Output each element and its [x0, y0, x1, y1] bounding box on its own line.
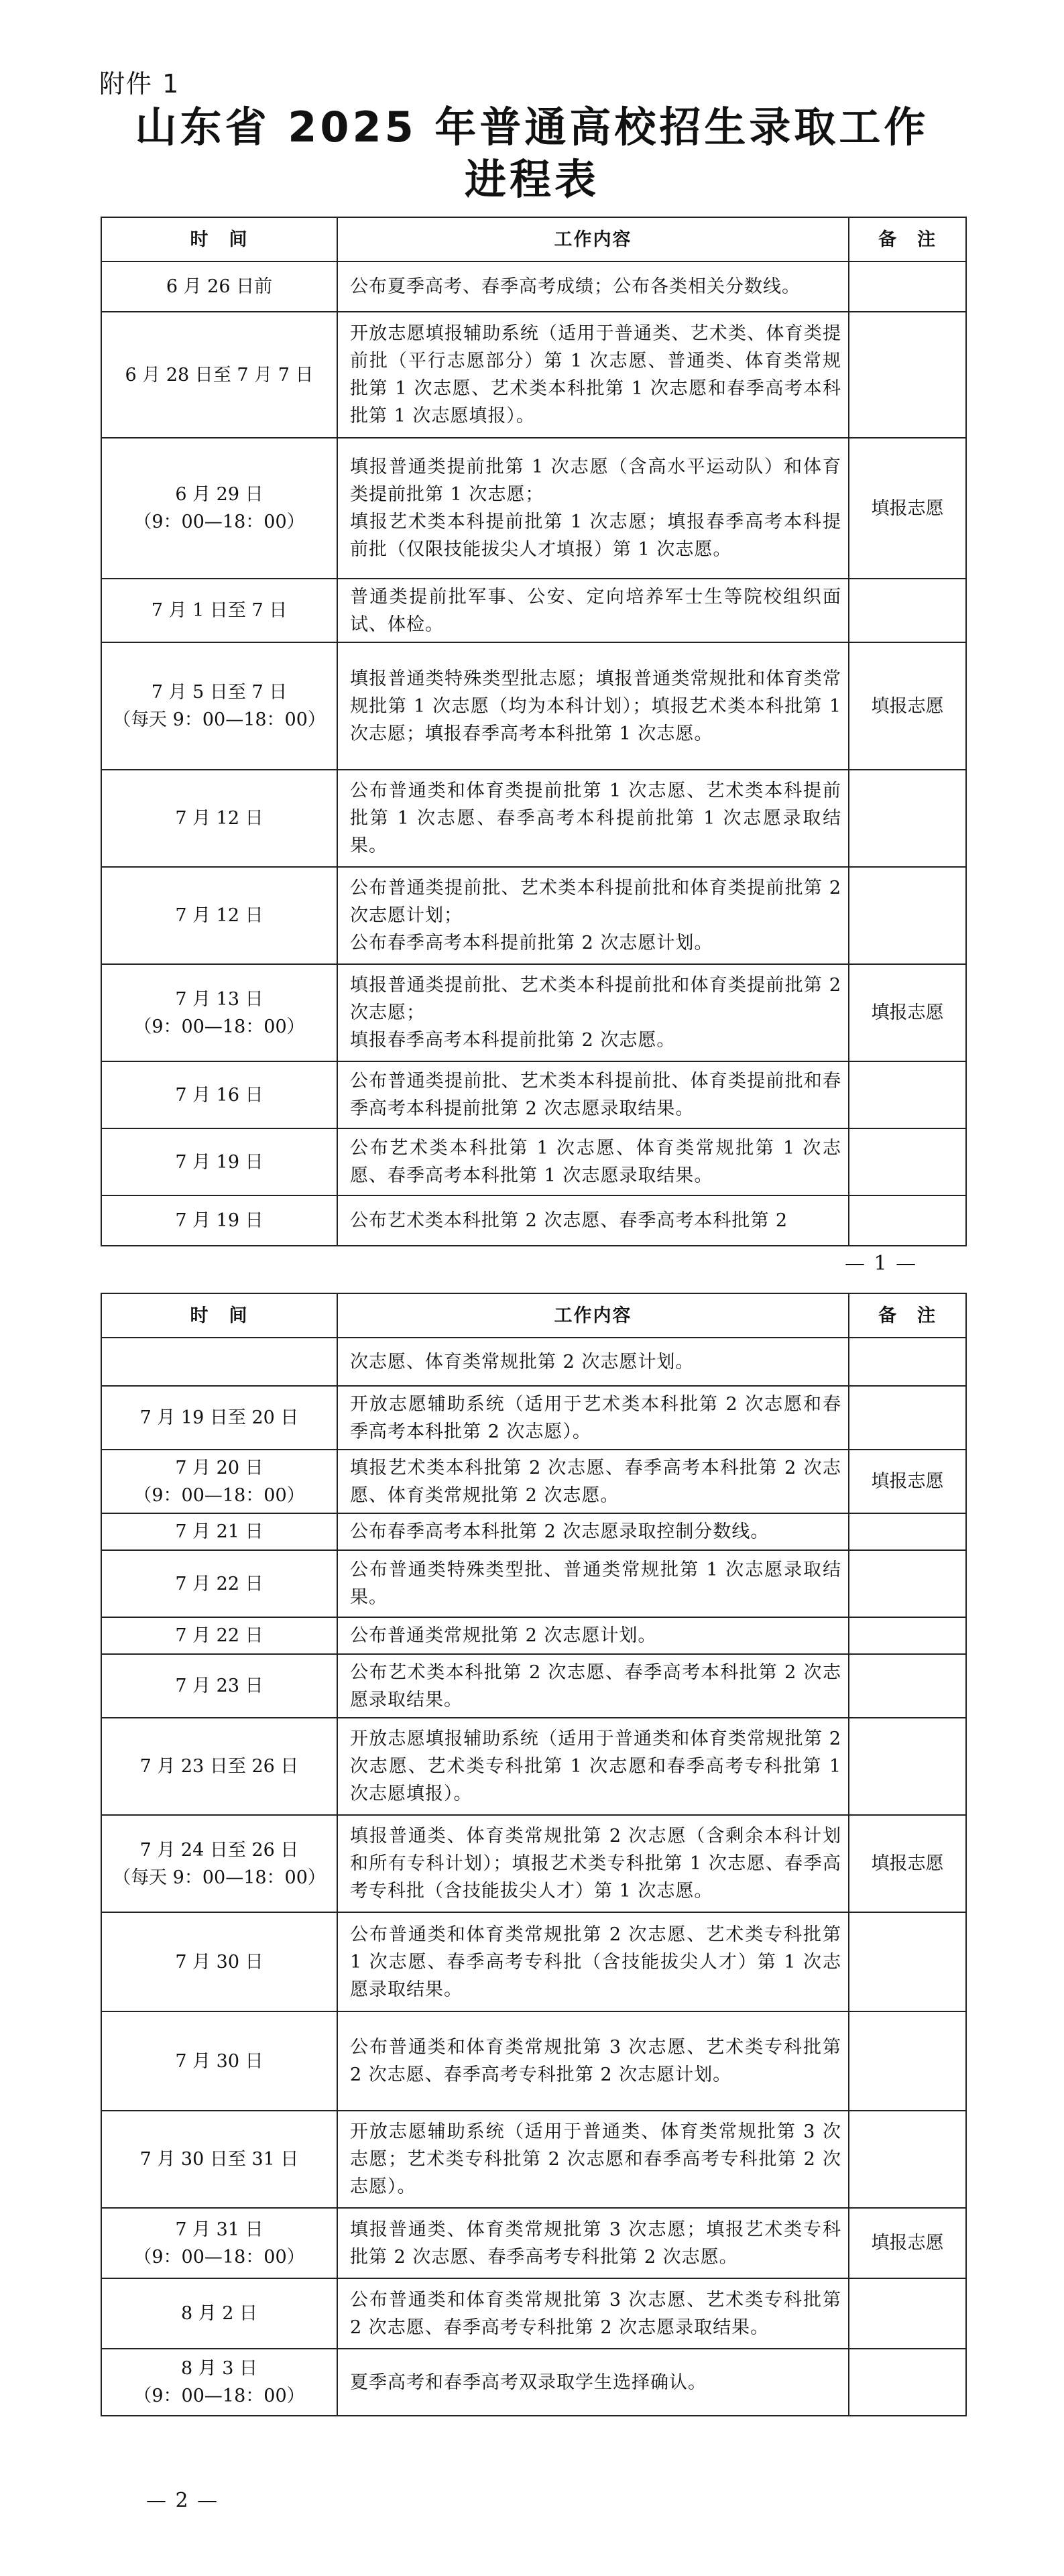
table-row — [101, 438, 966, 579]
row-note: 填报志愿 — [849, 438, 966, 579]
row-note — [849, 1195, 966, 1246]
table-row — [101, 1617, 966, 1654]
row-note — [849, 1513, 966, 1550]
row-time: 7 月 13 日 （9：00—18：00） — [101, 964, 337, 1061]
row-time: 7 月 22 日 — [101, 1617, 337, 1654]
table-row — [101, 2278, 966, 2349]
row-content: 公布艺术类本科批第 2 次志愿、春季高考本科批第 2 次志愿录取结果。 — [337, 1654, 849, 1718]
table-row — [101, 1450, 966, 1513]
row-content: 开放志愿辅助系统（适用于艺术类本科批第 2 次志愿和春季高考本科批第 2 次志愿）。 — [337, 1386, 849, 1450]
table-row — [101, 2349, 966, 2416]
row-content: 公布春季高考本科批第 2 次志愿录取控制分数线。 — [337, 1513, 849, 1550]
row-content: 填报普通类、体育类常规批第 2 次志愿（含剩余本科计划和所有专科计划）；填报艺术类专科批第 1 次志愿、春季高考专科批（含技能拔尖人才）第 1 次志愿。 — [337, 1815, 849, 1912]
row-content: 公布艺术类本科批第 2 次志愿、春季高考本科批第 2 — [337, 1195, 849, 1246]
table-row — [101, 1386, 966, 1450]
row-content: 次志愿、体育类常规批第 2 次志愿计划。 — [337, 1338, 849, 1386]
row-content: 普通类提前批军事、公安、定向培养军士生等院校组织面试、体检。 — [337, 579, 849, 642]
header-content: 工作内容 — [337, 217, 849, 261]
row-note — [849, 1654, 966, 1718]
row-note — [849, 867, 966, 964]
row-note — [849, 2349, 966, 2416]
row-note: 填报志愿 — [849, 1450, 966, 1513]
row-note — [849, 770, 966, 867]
row-note — [849, 312, 966, 438]
table-row — [101, 770, 966, 867]
row-content: 填报普通类提前批第 1 次志愿（含高水平运动队）和体育类提前批第 1 次志愿； 填报艺术类本科提前批第 1 次志愿；填报春季高考本科提前批（仅限技能拔尖人才填报）第 1 次志愿。 — [337, 438, 849, 579]
row-content: 公布普通类和体育类常规批第 3 次志愿、艺术类专科批第 2 次志愿、春季高考专科批第 2 次志愿计划。 — [337, 2011, 849, 2111]
row-note — [849, 1386, 966, 1450]
row-note: 填报志愿 — [849, 1815, 966, 1912]
row-content: 公布普通类提前批、艺术类本科提前批和体育类提前批第 2 次志愿计划； 公布春季高考本科提前批第 2 次志愿计划。 — [337, 867, 849, 964]
table-row — [101, 579, 966, 642]
row-content: 公布艺术类本科批第 1 次志愿、体育类常规批第 1 次志愿、春季高考本科批第 1 次志愿录取结果。 — [337, 1128, 849, 1195]
row-time: 8 月 3 日 （9：00—18：00） — [101, 2349, 337, 2416]
header-time: 时 间 — [101, 1293, 337, 1338]
row-time: 7 月 19 日 — [101, 1128, 337, 1195]
table-row — [101, 261, 966, 312]
row-content: 公布普通类常规批第 2 次志愿计划。 — [337, 1617, 849, 1654]
row-content: 公布普通类和体育类常规批第 3 次志愿、艺术类专科批第 2 次志愿、春季高考专科批第 2 次志愿录取结果。 — [337, 2278, 849, 2349]
row-content: 夏季高考和春季高考双录取学生选择确认。 — [337, 2349, 849, 2416]
table-row — [101, 1338, 966, 1386]
row-note — [849, 2011, 966, 2111]
table-row — [101, 1513, 966, 1550]
row-note — [849, 1718, 966, 1815]
row-time: 7 月 31 日 （9：00—18：00） — [101, 2208, 337, 2278]
row-time: 7 月 12 日 — [101, 770, 337, 867]
row-note — [849, 1912, 966, 2011]
table-row — [101, 1912, 966, 2011]
document-title-line2: 进程表 — [464, 155, 599, 204]
row-note — [849, 1550, 966, 1617]
row-time: 7 月 19 日 — [101, 1195, 337, 1246]
row-note — [849, 261, 966, 312]
table-row — [101, 1815, 966, 1912]
table-header-row — [101, 217, 966, 261]
header-content: 工作内容 — [337, 1293, 849, 1338]
row-time: 7 月 1 日至 7 日 — [101, 579, 337, 642]
table-row — [101, 2011, 966, 2111]
table-row — [101, 642, 966, 770]
row-note: 填报志愿 — [849, 964, 966, 1061]
row-time: 7 月 20 日 （9：00—18：00） — [101, 1450, 337, 1513]
row-time: 6 月 29 日 （9：00—18：00） — [101, 438, 337, 579]
row-content: 填报普通类提前批、艺术类本科提前批和体育类提前批第 2 次志愿； 填报春季高考本科提前批第 2 次志愿。 — [337, 964, 849, 1061]
row-time: 7 月 22 日 — [101, 1550, 337, 1617]
row-time: 7 月 30 日 — [101, 1912, 337, 2011]
table-row — [101, 964, 966, 1061]
row-time — [101, 1338, 337, 1386]
row-content: 填报普通类、体育类常规批第 3 次志愿；填报艺术类专科批第 2 次志愿、春季高考专科批第 2 次志愿。 — [337, 2208, 849, 2278]
row-content: 公布普通类提前批、艺术类本科提前批、体育类提前批和春季高考本科提前批第 2 次志愿录取结果。 — [337, 1061, 849, 1128]
table-row — [101, 1654, 966, 1718]
schedule-table-page2 — [101, 1293, 967, 2416]
row-time: 7 月 23 日 — [101, 1654, 337, 1718]
row-content: 开放志愿填报辅助系统（适用于普通类、艺术类、体育类提前批（平行志愿部分）第 1 次志愿、普通类、体育类常规批第 1 次志愿、艺术类本科批第 1 次志愿和春季高考本科批第 1 次志愿填报）。 — [337, 312, 849, 438]
table-row — [101, 2111, 966, 2208]
row-note — [849, 579, 966, 642]
row-content: 公布普通类和体育类常规批第 2 次志愿、艺术类专科批第 1 次志愿、春季高考专科批（含技能拔尖人才）第 1 次志愿录取结果。 — [337, 1912, 849, 2011]
row-time: 6 月 28 日至 7 月 7 日 — [101, 312, 337, 438]
header-note: 备 注 — [849, 1293, 966, 1338]
page-number-2: — 2 — — [146, 2489, 219, 2512]
row-note — [849, 1617, 966, 1654]
row-time: 8 月 2 日 — [101, 2278, 337, 2349]
row-time: 7 月 21 日 — [101, 1513, 337, 1550]
row-note — [849, 1338, 966, 1386]
table-header-row — [101, 1293, 966, 1338]
row-content: 开放志愿辅助系统（适用于普通类、体育类常规批第 3 次志愿；艺术类专科批第 2 次志愿和春季高考专科批第 2 次志愿）。 — [337, 2111, 849, 2208]
row-note: 填报志愿 — [849, 642, 966, 770]
table-row — [101, 1718, 966, 1815]
row-content: 公布普通类特殊类型批、普通类常规批第 1 次志愿录取结果。 — [337, 1550, 849, 1617]
row-time: 6 月 26 日前 — [101, 261, 337, 312]
row-content: 填报普通类特殊类型批志愿；填报普通类常规批和体育类常规批第 1 次志愿（均为本科计划）；填报艺术类本科批第 1 次志愿；填报春季高考本科批第 1 次志愿。 — [337, 642, 849, 770]
table-row — [101, 1550, 966, 1617]
table-row — [101, 312, 966, 438]
attachment-label: 附件 1 — [99, 69, 180, 99]
row-note — [849, 1128, 966, 1195]
row-time: 7 月 12 日 — [101, 867, 337, 964]
page-number-1: — 1 — — [845, 1252, 918, 1275]
row-content: 开放志愿填报辅助系统（适用于普通类和体育类常规批第 2 次志愿、艺术类专科批第 1 次志愿和春季高考专科批第 1 次志愿填报）。 — [337, 1718, 849, 1815]
row-time: 7 月 30 日 — [101, 2011, 337, 2111]
row-time: 7 月 19 日至 20 日 — [101, 1386, 337, 1450]
table-row — [101, 1195, 966, 1246]
row-content: 填报艺术类本科批第 2 次志愿、春季高考本科批第 2 次志愿、体育类常规批第 2 次志愿。 — [337, 1450, 849, 1513]
row-note: 填报志愿 — [849, 2208, 966, 2278]
table-row — [101, 2208, 966, 2278]
row-time: 7 月 24 日至 26 日 （每天 9：00—18：00） — [101, 1815, 337, 1912]
schedule-table-page1 — [101, 217, 967, 1246]
table-row — [101, 867, 966, 964]
row-content: 公布普通类和体育类提前批第 1 次志愿、艺术类本科提前批第 1 次志愿、春季高考本科提前批第 1 次志愿录取结果。 — [337, 770, 849, 867]
row-time: 7 月 23 日至 26 日 — [101, 1718, 337, 1815]
row-time: 7 月 5 日至 7 日 （每天 9：00—18：00） — [101, 642, 337, 770]
header-note: 备 注 — [849, 217, 966, 261]
header-time: 时 间 — [101, 217, 337, 261]
row-time: 7 月 16 日 — [101, 1061, 337, 1128]
row-note — [849, 1061, 966, 1128]
table-row — [101, 1128, 966, 1195]
row-content: 公布夏季高考、春季高考成绩；公布各类相关分数线。 — [337, 261, 849, 312]
row-time: 7 月 30 日至 31 日 — [101, 2111, 337, 2208]
row-note — [849, 2278, 966, 2349]
row-note — [849, 2111, 966, 2208]
table-row — [101, 1061, 966, 1128]
document-title: 山东省 2025 年普通高校招生录取工作 — [135, 103, 929, 152]
